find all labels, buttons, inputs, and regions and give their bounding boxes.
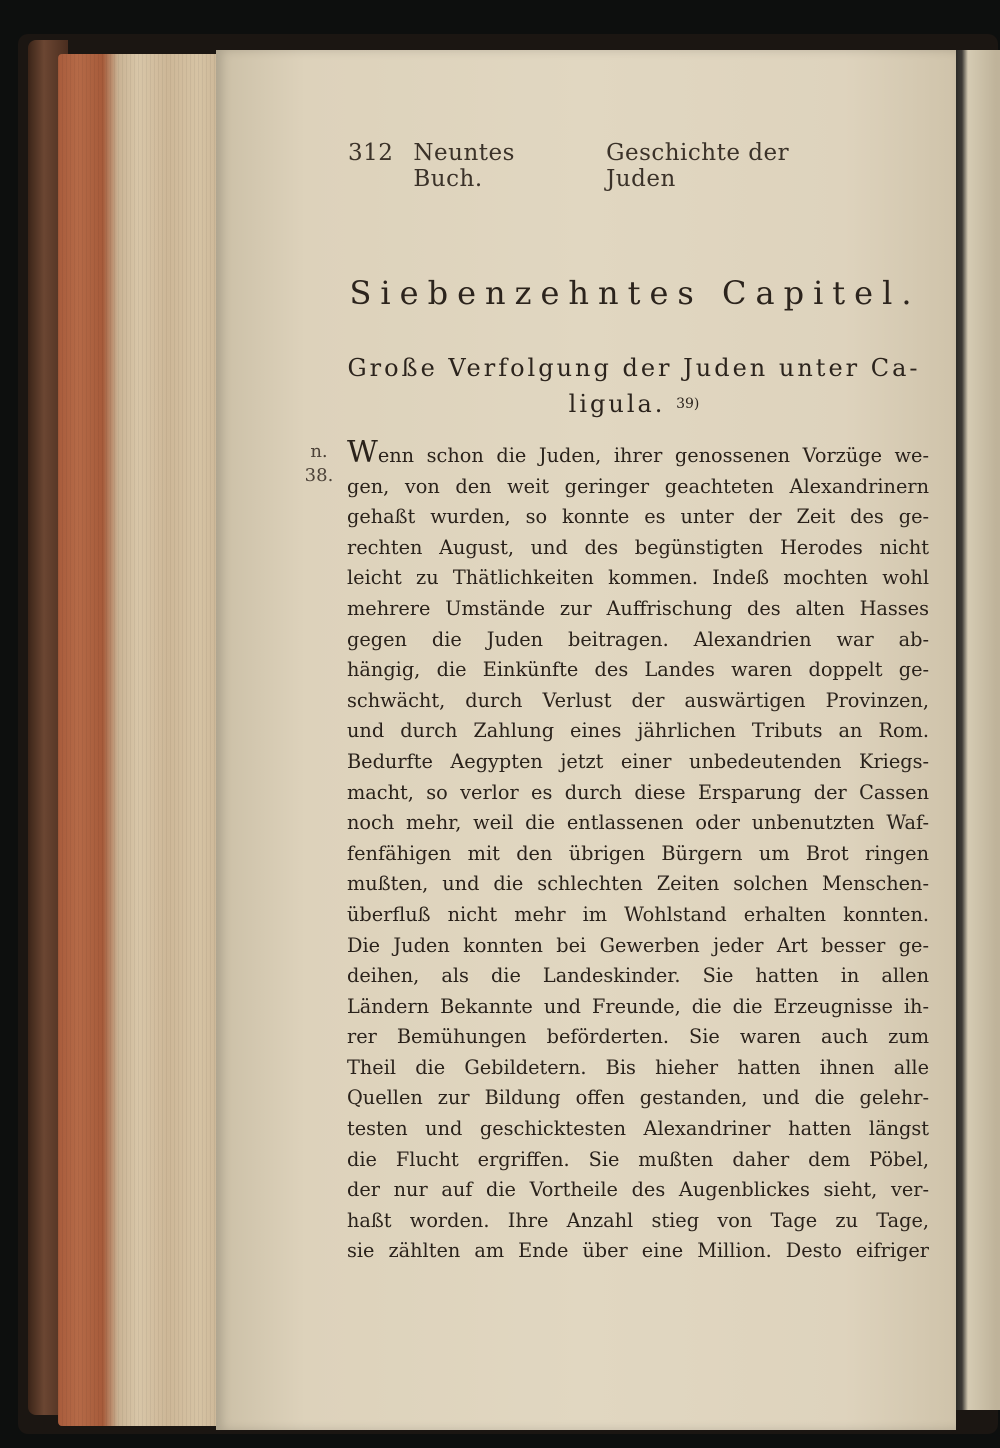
text-line: schwächt, durch Verlust der auswärtigen Provinzen,: [347, 688, 929, 712]
page-stack-edge: [58, 54, 228, 1426]
margin-note: [298, 440, 340, 488]
running-head: [348, 140, 858, 192]
book-label: Neuntes Buch.: [413, 140, 515, 192]
text-line: überfluß nicht mehr im Wohlstand erhalten konnten.: [347, 902, 929, 926]
subtitle-line-2-text: ligula.: [568, 390, 666, 418]
footnote-reference: 39): [676, 396, 700, 412]
text-line: Bedurfte Aegypten jetzt einer unbedeutenden Kriegs-: [347, 749, 929, 773]
body-text: [347, 438, 929, 1267]
text-line: hängig, die Einkünfte des Landes waren doppelt ge-: [347, 658, 929, 682]
facing-page-edge: [956, 50, 1000, 1410]
text-line: Die Juden konnten bei Gewerben jeder Art besser ge-: [347, 933, 929, 957]
text-line: rechten August, und des begünstigten Herodes nicht: [347, 535, 929, 559]
text-line: gegen die Juden beitragen. Alexandrien war ab-: [347, 627, 929, 651]
page-number: 312: [348, 140, 394, 166]
subtitle-line-1: Große Verfolgung der Juden unter Ca-: [347, 354, 921, 382]
text-line: fenfähigen mit den übrigen Bürgern um Brot ringen: [347, 841, 929, 865]
text-line: sie zählten am Ende über eine Million. Desto eifriger: [347, 1239, 929, 1263]
text-line: rer Bemühungen beförderten. Sie waren auch zum: [347, 1025, 929, 1049]
text-line: leicht zu Thätlichkeiten kommen. Indeß mochten wohl: [347, 566, 929, 590]
text-line: Wenn schon die Juden, ihrer genossenen Vorzüge we-: [347, 438, 929, 470]
text-line: die Flucht ergriffen. Sie mußten daher dem Pöbel,: [347, 1147, 929, 1171]
margin-note-line-2: 38.: [304, 465, 334, 486]
chapter-subtitle: [344, 350, 924, 422]
text-line: testen und geschicktesten Alexandriner hatten längst: [347, 1117, 929, 1141]
text-line: gen, von den weit geringer geachteten Alexandrinern: [347, 474, 929, 498]
text-line: und durch Zahlung eines jährlichen Tributs an Rom.: [347, 719, 929, 743]
margin-note-line-1: n.: [310, 441, 328, 462]
text-line: Quellen zur Bildung offen gestanden, und die gelehr-: [347, 1086, 929, 1110]
text-line: mehrere Umstände zur Auffrischung des alten Hasses: [347, 596, 929, 620]
text-line: der nur auf die Vortheile des Augenblickes sieht, ver-: [347, 1178, 929, 1202]
text-line: Ländern Bekannte und Freunde, die die Erzeugnisse ih-: [347, 994, 929, 1018]
text-line: macht, so verlor es durch diese Ersparung der Cassen: [347, 780, 929, 804]
text-line: deihen, als die Landeskinder. Sie hatten in allen: [347, 964, 929, 988]
running-title: Geschichte der Juden: [606, 140, 790, 192]
subtitle-line-2: [344, 386, 924, 422]
text-line: mußten, und die schlechten Zeiten solchen Menschen-: [347, 872, 929, 896]
text-line: noch mehr, weil die entlassenen oder unbenutzten Waf-: [347, 811, 929, 835]
text-line: haßt worden. Ihre Anzahl stieg von Tage zu Tage,: [347, 1208, 929, 1232]
chapter-heading: Siebenzehntes Capitel.: [349, 274, 921, 312]
text-line: Theil die Gebildetern. Bis hieher hatten ihnen alle: [347, 1055, 929, 1079]
text-line: gehaßt wurden, so konnte es unter der Zeit des ge-: [347, 505, 929, 529]
